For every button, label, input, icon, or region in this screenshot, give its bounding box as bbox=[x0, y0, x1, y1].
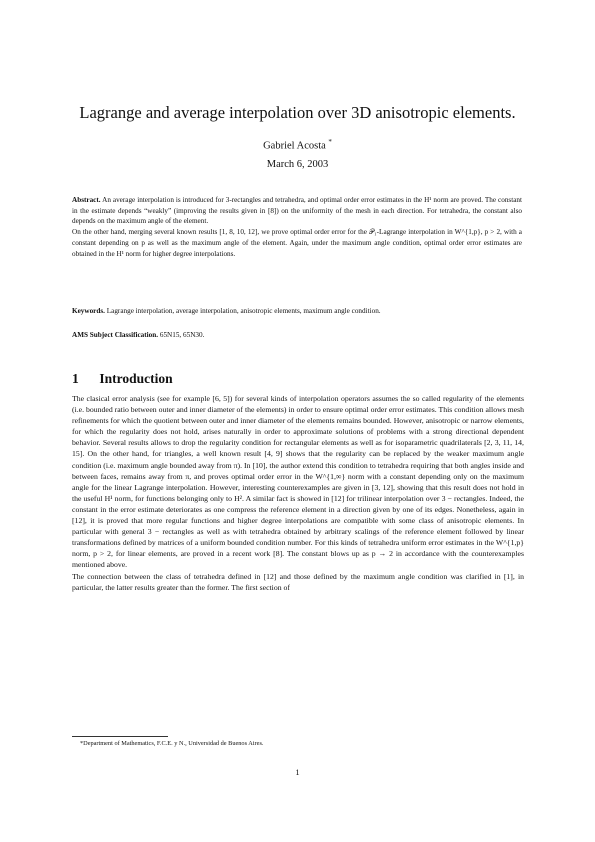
ams-label: AMS Subject Classification. bbox=[72, 331, 159, 339]
paper-date: March 6, 2003 bbox=[266, 159, 329, 170]
abstract bbox=[72, 195, 522, 259]
abstract-text-1: An average interpolation is introduced for 3-rectangles and tetrahedra, and optimal order error estimates in the H¹ norm are proved. The constant in the estimate depends “weakly” (improving the results given in [8]) on the uniformity of the mesh in each direction. For tetrahedra, the constant also depends on the maximum angle of the element. bbox=[72, 196, 522, 226]
intro-paragraph-2: The connection between the class of tetrahedra defined in [12] and those defined by the maximum angle condition was clarified in [1], in particular, the latter results greater than the former. The first section of bbox=[72, 571, 524, 592]
ams-classification bbox=[72, 330, 522, 341]
keywords-label: Keywords. bbox=[72, 307, 105, 315]
section-number: 1 bbox=[72, 371, 79, 386]
footnote: *Department of Mathematics, F.C.E. y N., Universidad de Buenos Aires. bbox=[80, 740, 264, 747]
paper-title bbox=[40, 103, 555, 123]
author-name: Gabriel Acosta bbox=[263, 140, 326, 152]
ams-text: 65N15, 65N30. bbox=[159, 331, 205, 339]
section-title: Introduction bbox=[99, 371, 173, 386]
paper-title-text: Lagrange and average interpolation over 3D anisotropic elements. bbox=[79, 103, 516, 122]
introduction-body bbox=[72, 393, 524, 593]
keywords-text: Lagrange interpolation, average interpolation, anisotropic elements, maximum angle condition. bbox=[106, 307, 381, 315]
abstract-label: Abstract. bbox=[72, 196, 101, 204]
intro-paragraph-1: The clasical error analysis (see for example [6, 5]) for several kinds of interpolation operators assumes the so called regularity of the elements (i.e. bounded ratio between outer and inner diameter of the elements) in order to ensure optimal order error estimates. This condition allows mesh refinements for which the quotient between outer and inner diameter of the elements remains bounded. However, anisotropic or narrow elements, for which the regularity does not hold, arises naturally in order to approximate solutions of problems with a strong directional dependent behavior. Several results allows to drop the regularity condition for rectangular elements as well as for isoparametric quadrilaterals [2, 3, 11, 14, 15]. On the other hand, for triangles, a well known result [4, 9] shows that the regularity can be replaced by the weaker maximum angle condition (i.e. maximum angle bounded away from π). In [10], the author extend this condition to tetrahedra requiring that both angles inside and between faces, remains away from π, and proves optimal order error in the W^{1,∞} norm with a constant depending only on the maximum angle for the linear Lagrange interpolation. However, interesting counterexamples are given in [3, 12], showing that this result does not hold in the useful H¹ norm, for functions belonging only to H². A similar fact is showed in [12] for trilinear interpolation over 3 − rectangles. Indeed, the constant in the error estimate deteriorates as one compress the reference element in a direction given by one of its edges. Nonetheless, again in [12], it is proved that more regular functions and higher degree interpolations are compatible with some class of anisotropic elements. In particular with general 3 − rectangles as well as with tetrahedra obtained by arbitrary scalings of the reference element followed by linear transformations defined by matrices of a uniform bounded condition number. For this kinds of tetrahedra uniform error estimates in the W^{1,p} norm, p > 2, for linear elements, are proved in a recent work [8]. The constant blows up as p → 2 in accordance with the counterexamples mentioned above. bbox=[72, 394, 524, 570]
author-footnote-mark: * bbox=[328, 138, 332, 146]
page-number: 1 bbox=[295, 767, 300, 777]
paper-author bbox=[40, 135, 555, 154]
section-heading bbox=[72, 370, 173, 388]
keywords bbox=[72, 306, 522, 317]
abstract-paragraph-1 bbox=[72, 195, 522, 227]
footnote-divider bbox=[72, 736, 168, 737]
abstract-paragraph-2: On the other hand, merging several known results [1, 8, 10, 12], we prove optimal order error for the 𝒫₁-Lagrange interpolation in W^{1,p}, p > 2, with a constant depending on p as well as the maximum angle of the element. Again, under the maximum angle condition, optimal order error estimates are obtained in the H¹ norm for higher degree interpolations. bbox=[72, 228, 522, 258]
